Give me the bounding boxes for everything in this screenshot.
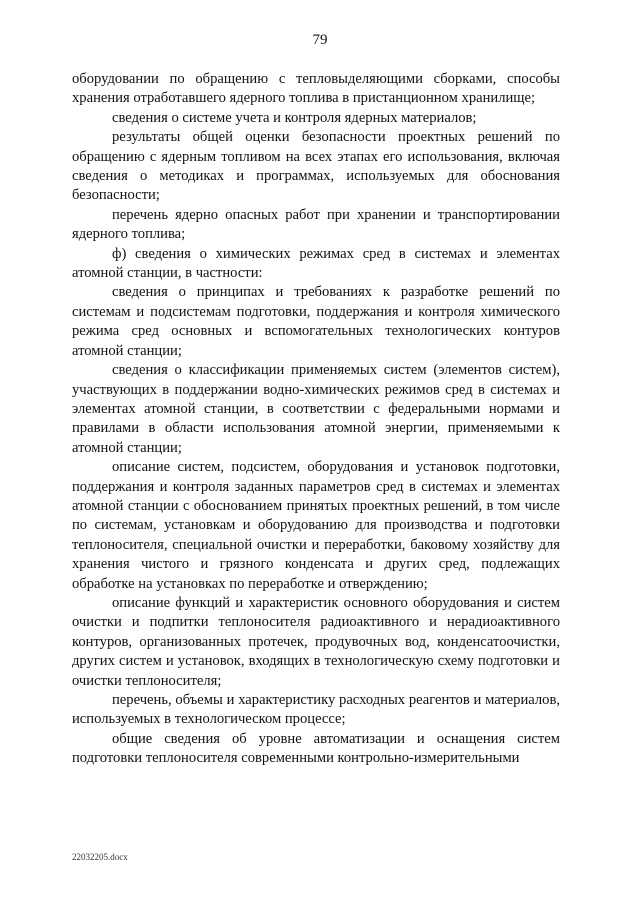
paragraph: описание функций и характеристик основного оборудования и систем очистки и подпитки теплоносителя радиоактивного и нерадиоактивного контуров, организованных протечек, продувочных вод, конденсатоочистки, других систем и установок, входящих в технологическую схему подготовки и очистки теплоносителя;: [72, 594, 560, 689]
paragraph: сведения о системе учета и контроля ядерных материалов;: [112, 109, 477, 126]
paragraph: описание систем, подсистем, оборудования и установок подготовки, поддержания и контроля заданных параметров сред в системах и элементах атомной станции с обоснованием принятых проектных решений, в том числе по системам, установкам и оборудованию для производства и подготовки теплоносителя, специальной очистки и переработки, баковому хозяйству для хранения чистого и грязного конденсата и других сред, подлежащих обработке на установках по переработке и отверждению;: [72, 459, 560, 592]
paragraph: перечень, объемы и характеристику расходных реагентов и материалов, используемых в технологическом процессе;: [72, 692, 560, 728]
paragraph: оборудовании по обращению с тепловыделяющими сборками, способы хранения отработавшего ядерного топлива в пристанционном хранилище;: [72, 71, 560, 107]
paragraph: ф) сведения о химических режимах сред в системах и элементах атомной станции, в частности:: [72, 245, 560, 282]
paragraph: сведения о классификации применяемых систем (элементов систем), участвующих в поддержании водно-химических режимов сред в системах и элементах атомной станции, в соответствии с федеральными нормами и правилами в области использования атомной энергии, применяемыми к атомной станции;: [72, 362, 560, 456]
paragraph: перечень ядерно опасных работ при хранении и транспортировании ядерного топлива;: [72, 206, 560, 243]
paragraph: сведения о принципах и требованиях к разработке решений по системам и подсистемам подготовки, поддержания и контроля химического режима сред основных и вспомогательных технологических контуров атомной станции;: [72, 284, 560, 359]
paragraph: результаты общей оценки безопасности проектных решений по обращению с ядерным топливом на всех этапах его использования, включая сведения о методиках и программах, используемых для обоснования безопасности;: [72, 129, 560, 204]
paragraph: общие сведения об уровне автоматизации и оснащения систем подготовки теплоносителя современными контрольно-измерительными: [72, 730, 560, 767]
page-number: 79: [312, 32, 328, 48]
footer-filename: 22032205.docx: [72, 852, 128, 862]
document-body: [72, 70, 560, 769]
